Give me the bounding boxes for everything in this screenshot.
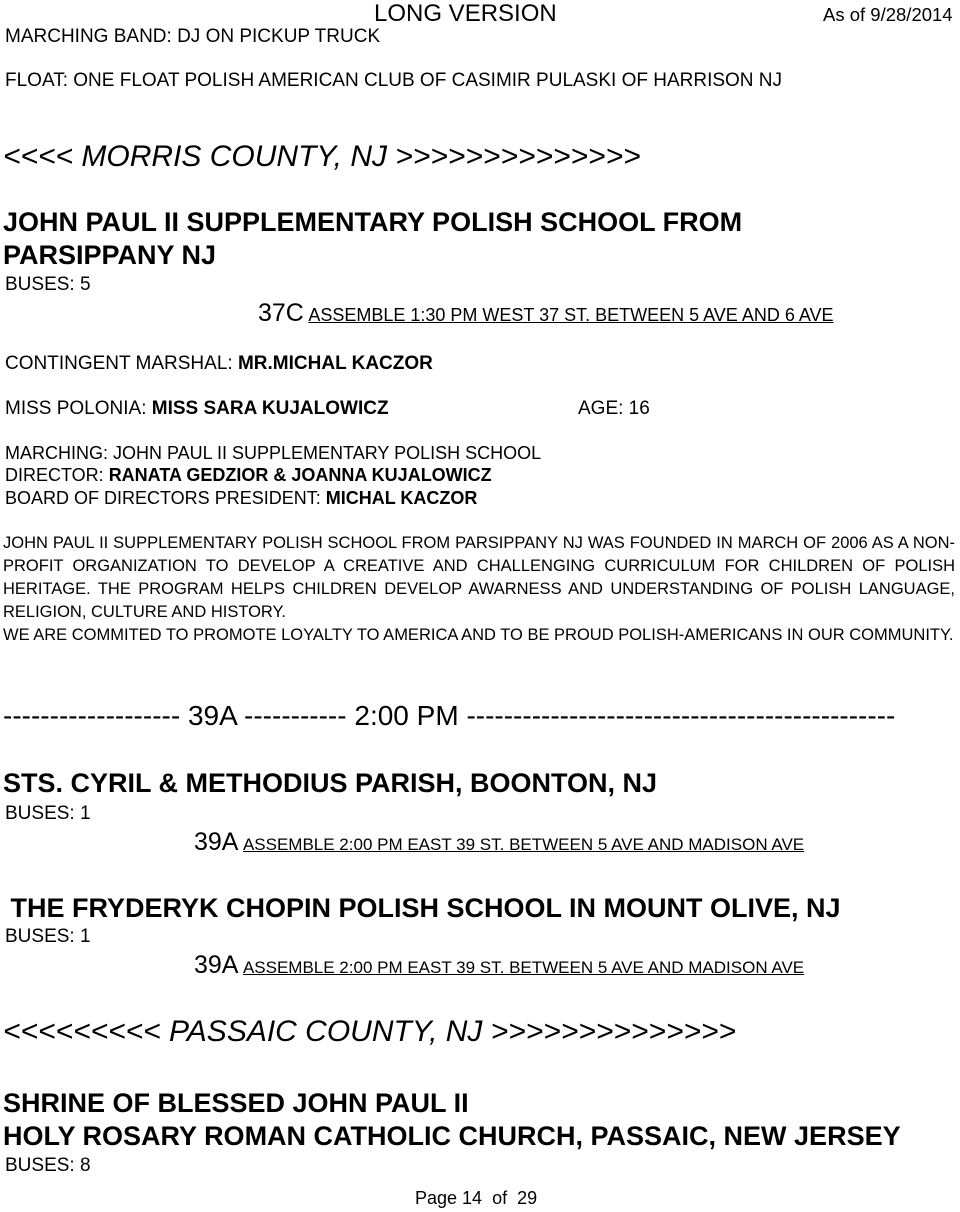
county-heading-morris: <<<< MORRIS COUNTY, NJ >>>>>>>>>>>>>> — [3, 140, 641, 173]
buses-count-chopin-school: BUSES: 1 — [5, 926, 91, 947]
page-number: Page 14 of 29 — [415, 1188, 538, 1208]
version-label: LONG VERSION — [374, 0, 557, 27]
assemble-line-chopin-school — [194, 951, 804, 980]
director-name: RANATA GEDZIOR & JOANNA KUJALOWICZ — [108, 465, 492, 485]
marshal-label: CONTINGENT MARSHAL: — [5, 353, 238, 374]
separator-dashes-right: ---------------------------------------------- — [466, 700, 896, 731]
miss-polonia-name: MISS SARA KUJALOWICZ — [151, 398, 389, 419]
marching-band-line: MARCHING BAND: DJ ON PICKUP TRUCK — [5, 26, 381, 47]
board-president-label: BOARD OF DIRECTORS PRESIDENT: — [5, 488, 326, 508]
separator-dashes-mid: ----------- — [244, 700, 347, 731]
description-paragraph-1: JOHN PAUL II SUPPLEMENTARY POLISH SCHOOL FROM PARSIPPANY NJ WAS FOUNDED IN MARCH OF 2006 AS A NON-PROFIT ORGANIZATION TO DEVELOP A CREATIVE AND CHALLENGING CURRICULUM FOR CHILDREN OF POLISH HERITAGE. THE PROGRAM HELPS CHILDREN DEVELOP AWARNESS AND UNDERSTANDING OF POLISH LANGUAGE, RELIGION, CULTURE AND HISTORY. — [3, 534, 955, 621]
director-label: DIRECTOR: — [5, 465, 109, 485]
group-name-sts-cyril: STS. CYRIL & METHODIUS PARISH, BOONTON, NJ — [3, 768, 658, 798]
school-description — [3, 532, 955, 647]
miss-polonia-line — [5, 398, 389, 420]
buses-count: BUSES: 5 — [5, 274, 91, 295]
school-name-line1: JOHN PAUL II SUPPLEMENTARY POLISH SCHOOL FROM — [3, 207, 743, 237]
description-paragraph-2: WE ARE COMMITED TO PROMOTE LOYALTY TO AMERICA AND TO BE PROUD POLISH-AMERICANS IN OUR COMMUNITY. — [3, 626, 954, 644]
marshal-name: MR.MICHAL KACZOR — [237, 353, 433, 374]
separator-time: 2:00 PM — [354, 700, 459, 731]
assemble-code-chopin-school: 39A — [194, 951, 239, 979]
director-line — [5, 465, 492, 486]
assemble-code-sts-cyril: 39A — [194, 828, 239, 856]
time-separator — [3, 700, 955, 732]
contingent-marshal-line — [5, 353, 433, 375]
county-heading-passaic: <<<<<<<<< PASSAIC COUNTY, NJ >>>>>>>>>>>>>> — [3, 1015, 737, 1048]
buses-count-passaic: BUSES: 8 — [5, 1155, 91, 1176]
assemble-instructions: ASSEMBLE 1:30 PM WEST 37 ST. BETWEEN 5 AVE AND 6 AVE — [308, 305, 834, 325]
miss-polonia-age: AGE: 16 — [578, 398, 650, 419]
float-line: FLOAT: ONE FLOAT POLISH AMERICAN CLUB OF CASIMIR PULASKI OF HARRISON NJ — [5, 70, 783, 91]
assemble-instructions-chopin-school: ASSEMBLE 2:00 PM EAST 39 ST. BETWEEN 5 AVE AND MADISON AVE — [242, 958, 805, 977]
group-name-holy-rosary: HOLY ROSARY ROMAN CATHOLIC CHURCH, PASSAIC, NEW JERSEY — [3, 1121, 901, 1151]
marching-line: MARCHING: JOHN PAUL II SUPPLEMENTARY POLISH SCHOOL — [5, 443, 542, 463]
group-name-shrine: SHRINE OF BLESSED JOHN PAUL II — [3, 1088, 469, 1118]
school-name-line2: PARSIPPANY NJ — [3, 240, 217, 270]
miss-polonia-label: MISS POLONIA: — [5, 398, 152, 419]
assemble-line-sts-cyril — [194, 828, 804, 857]
separator-dashes-left: ------------------- — [3, 700, 181, 731]
assemble-line — [258, 299, 834, 328]
board-president-line — [5, 488, 477, 509]
separator-code: 39A — [187, 700, 237, 731]
assemble-code: 37C — [258, 299, 304, 327]
as-of-date: As of 9/28/2014 — [823, 4, 953, 25]
buses-count-sts-cyril: BUSES: 1 — [5, 803, 91, 824]
group-name-chopin-school: THE FRYDERYK CHOPIN POLISH SCHOOL IN MOUNT OLIVE, NJ — [3, 893, 841, 923]
assemble-instructions-sts-cyril: ASSEMBLE 2:00 PM EAST 39 ST. BETWEEN 5 AVE AND MADISON AVE — [242, 835, 805, 854]
board-president-name: MICHAL KACZOR — [325, 488, 478, 508]
